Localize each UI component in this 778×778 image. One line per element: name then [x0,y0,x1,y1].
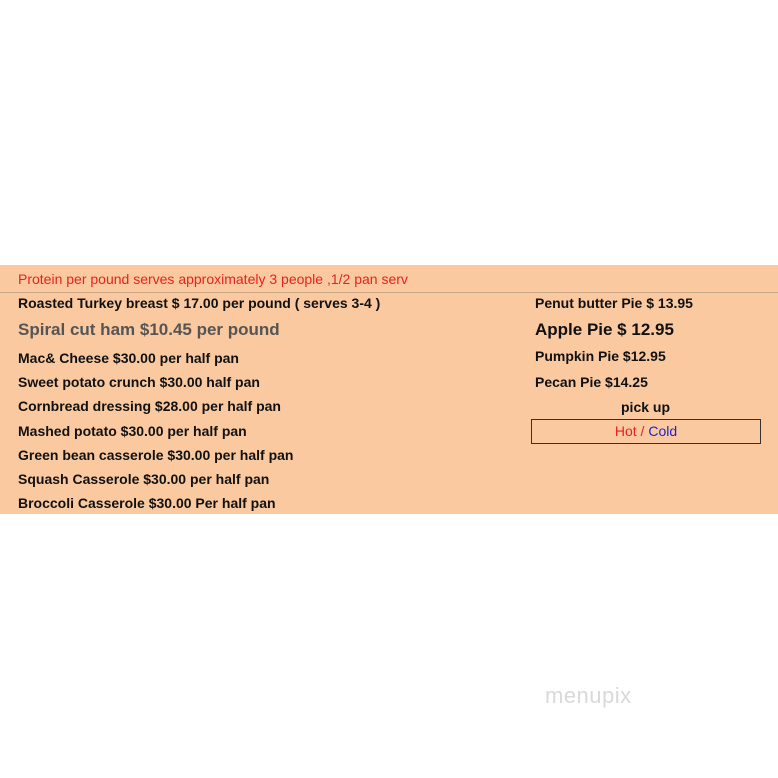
cold-option[interactable]: Cold [648,423,678,439]
menu-item-apple-pie: Apple Pie $ 12.95 [535,320,674,339]
watermark-logo: menupix [545,683,632,708]
menu-item-cornbread: Cornbread dressing $28.00 per half pan [18,398,281,414]
menu-item-turkey: Roasted Turkey breast $ 17.00 per pound ( serves 3-4 ) [18,295,381,311]
menu-item-ham: Spiral cut ham $10.45 per pound [18,320,280,339]
pickup-label: pick up [621,399,671,415]
hot-cold-separator: / [636,423,649,439]
menu-item-peanut-butter-pie: Penut butter Pie $ 13.95 [535,295,693,311]
menu-item-pumpkin-pie: Pumpkin Pie $12.95 [535,348,666,364]
menu-item-green-bean: Green bean casserole $30.00 per half pan [18,447,294,463]
menu-item-sweet-potato: Sweet potato crunch $30.00 half pan [18,374,260,390]
hot-option[interactable]: Hot [614,423,637,439]
menu-item-pecan-pie: Pecan Pie $14.25 [535,374,648,390]
menu-panel [0,265,778,514]
notice-text: Protein per pound serves approximately 3 people ,1/2 pan serv [18,271,408,287]
hot-cold-selector[interactable] [531,419,761,444]
menu-item-broccoli: Broccoli Casserole $30.00 Per half pan [18,495,276,511]
notice-bar [0,265,778,293]
menu-item-squash: Squash Casserole $30.00 per half pan [18,471,270,487]
menu-item-mashed-potato: Mashed potato $30.00 per half pan [18,423,247,439]
menu-item-mac-cheese: Mac& Cheese $30.00 per half pan [18,350,239,366]
